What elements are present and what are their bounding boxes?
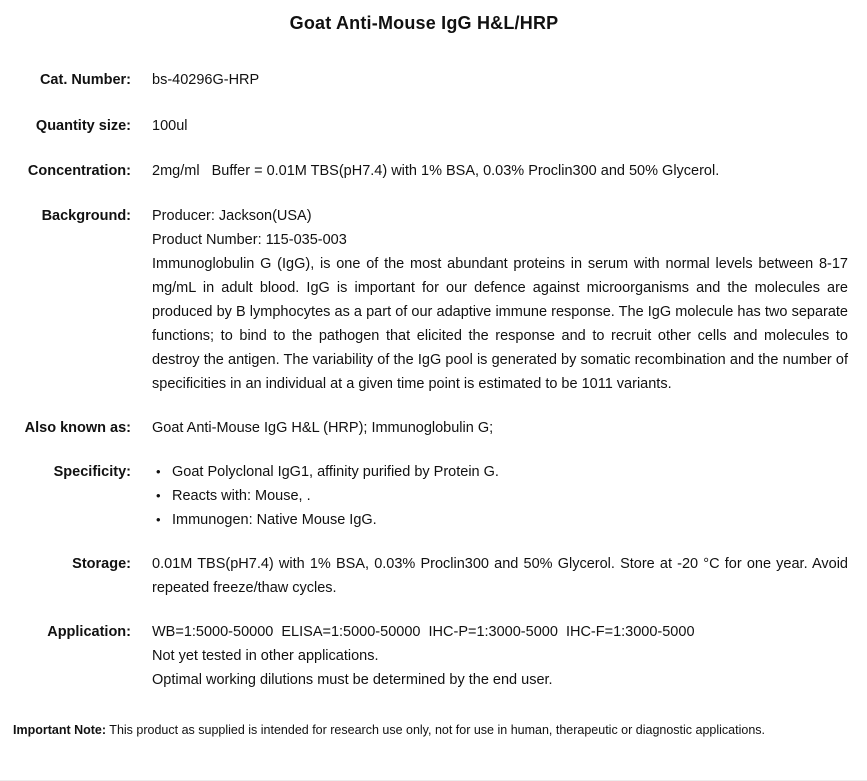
also-known-as-label: Also known as:	[24, 420, 131, 436]
application-note-line: Optimal working dilutions must be determined by the end user.	[152, 672, 553, 688]
specificity-bullet-item	[152, 508, 848, 532]
field-row-storage	[0, 552, 867, 600]
specificity-bullet-text: Goat Polyclonal IgG1, affinity purified by Protein G.	[172, 464, 499, 480]
field-row-concentration	[0, 159, 867, 183]
application-label: Application:	[47, 624, 131, 640]
storage-value: 0.01M TBS(pH7.4) with 1% BSA, 0.03% Proclin300 and 50% Glycerol. Store at -20 °C for one year. Avoid repeated freeze/thaw cycles.	[152, 556, 848, 596]
background-product-number-line: Product Number: 115-035-003	[152, 232, 347, 248]
bullet-icon: •	[156, 512, 161, 527]
specificity-bullet-text: Immunogen: Native Mouse IgG.	[172, 512, 377, 528]
application-value	[152, 620, 848, 692]
specificity-bullet-list	[152, 460, 848, 532]
background-producer-line: Producer: Jackson(USA)	[152, 208, 312, 224]
page-title: Goat Anti-Mouse IgG H&L/HRP	[289, 13, 559, 33]
specificity-bullet-item	[152, 460, 848, 484]
specificity-bullet-text: Reacts with: Mouse, .	[172, 488, 311, 504]
important-note-label: Important Note:	[13, 723, 107, 737]
field-row-application	[0, 620, 867, 692]
field-row-quantity-size	[0, 114, 867, 138]
application-dilutions-line: WB=1:5000-50000 ELISA=1:5000-50000 IHC-P=1:3000-5000 IHC-F=1:3000-5000	[152, 624, 695, 640]
field-row-cat-number	[0, 68, 867, 92]
field-row-specificity	[0, 460, 867, 532]
background-paragraph: Immunoglobulin G (IgG), is one of the most abundant proteins in serum with normal levels between 8-17 mg/mL in adult blood. IgG is important for our defence against microorganisms and the molecules are produced by B lymphocytes as a part of our adaptive immune response. The IgG molecule has two separate functions; to bind to the pathogen that elicited the response and to recruit other cells and molecules to destroy the antigen. The variability of the IgG pool is generated by somatic recombination and the number of specificities in an individual at a given time point is estimated to be 1011 variants.	[152, 256, 848, 392]
footer-important-note	[0, 722, 867, 739]
quantity-size-value: 100ul	[152, 118, 188, 134]
background-label: Background:	[41, 208, 131, 224]
quantity-size-label: Quantity size:	[35, 118, 131, 134]
cat-number-value: bs-40296G-HRP	[152, 72, 260, 88]
also-known-as-value: Goat Anti-Mouse IgG H&L (HRP); Immunoglobulin G;	[152, 420, 494, 436]
specificity-label: Specificity:	[53, 464, 131, 480]
cat-number-label: Cat. Number:	[39, 72, 131, 88]
specificity-bullet-item	[152, 484, 848, 508]
concentration-label: Concentration:	[27, 163, 131, 179]
background-value	[152, 204, 848, 396]
field-row-also-known-as	[0, 416, 867, 440]
bullet-icon: •	[156, 464, 161, 479]
bullet-icon: •	[156, 488, 161, 503]
important-note-text: This product as supplied is intended for research use only, not for use in human, therapeutic or diagnostic applications.	[106, 723, 766, 737]
concentration-value: 2mg/ml Buffer = 0.01M TBS(pH7.4) with 1% BSA, 0.03% Proclin300 and 50% Glycerol.	[152, 163, 720, 179]
storage-label: Storage:	[72, 556, 131, 572]
application-note-line: Not yet tested in other applications.	[152, 648, 379, 664]
field-row-background	[0, 204, 867, 396]
